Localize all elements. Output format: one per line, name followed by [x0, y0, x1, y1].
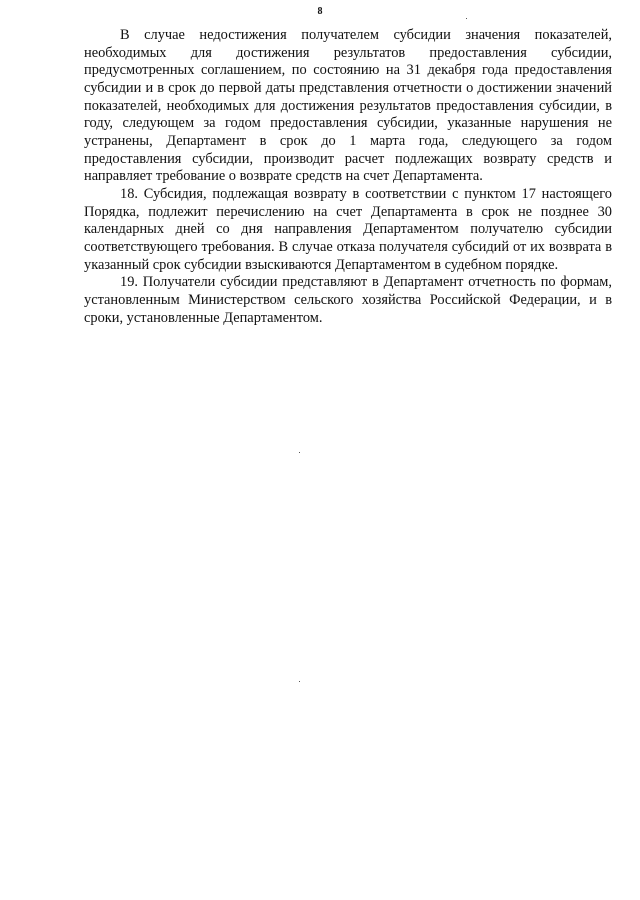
- paragraph-19: 19. Получатели субсидии представляют в Департамент отчетность по формам, установленным Министерством сельского хозяйства Российской Федерации, и в сроки, установленные Департаментом.: [84, 274, 612, 326]
- paragraph-17-continuation: В случае недостижения получателем субсидии значения показателей, необходимых для достижения результатов предоставления субсидии, предусмотренных соглашением, по состоянию на 31 декабря года предоставления субсидии и в срок до первой даты представления отчетности о достижении значений показателей, необходимых для достижения результатов предоставления субсидии, в году, следующем за годом предоставления субсидии, указанные нарушения не устранены, Департамент в срок до 1 марта года, следующего за годом предоставления субсидии, производит расчет подлежащих возврату средств и направляет требование о возврате средств на счет Департамента.: [84, 27, 612, 185]
- scan-speck: [299, 681, 300, 682]
- scan-speck: [466, 18, 467, 19]
- paragraph-18: 18. Субсидия, подлежащая возврату в соответствии с пунктом 17 настоящего Порядка, подлежит перечислению на счет Департамента в срок не позднее 30 календарных дней со дня направления Департаментом получателю субсидии соответствующего требования. В случае отказа получателя субсидий от их возврата в указанный срок субсидии взыскиваются Департаментом в судебном порядке.: [84, 185, 612, 273]
- document-body: [84, 27, 612, 327]
- page-number: 8: [317, 6, 323, 17]
- scan-speck: [299, 452, 300, 453]
